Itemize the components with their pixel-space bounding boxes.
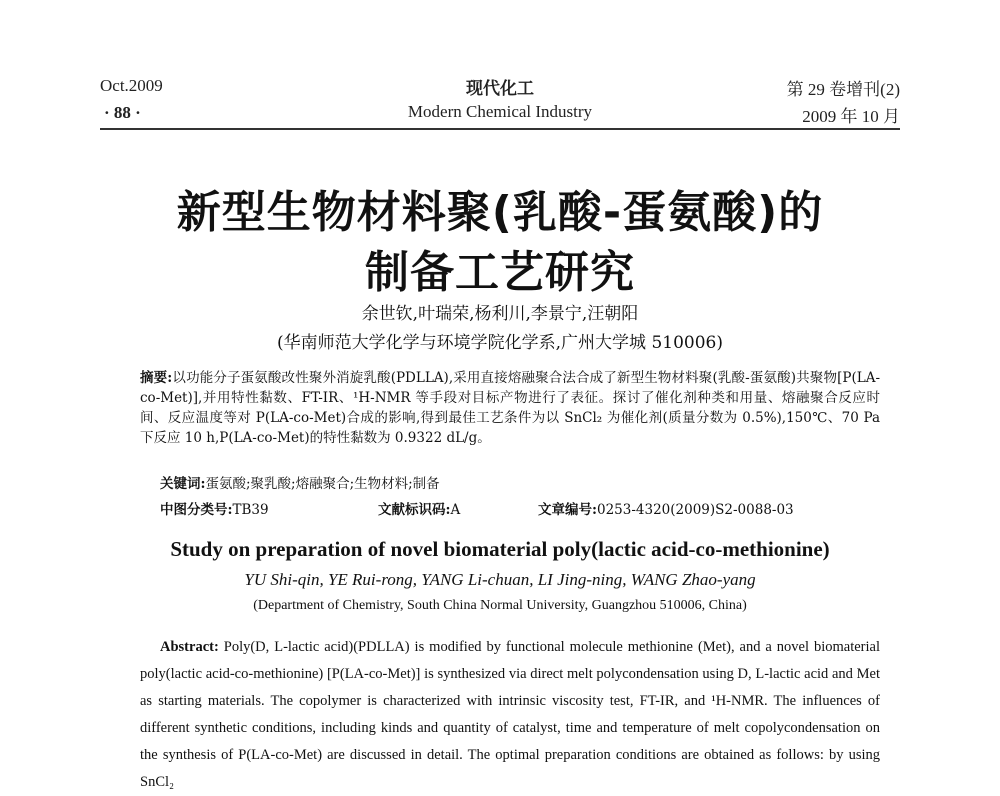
abstract-cn-text: 以功能分子蛋氨酸改性聚外消旋乳酸(PDLLA),采用直接熔融聚合法合成了新型生物材料聚(乳酸-蛋氨酸)共聚物[P(LA-co-Met)],并用特性黏数、FT-IR、¹H-NMR 等手段对目标产物进行了表征。探讨了催化剂种类和用量、熔融聚合反应时间、反应温度等对 P(LA-co-Met)合成的影响,得到最佳工艺条件为以 SnCl₂ 为催化剂(质量分数为 0.5%),150℃、70 Pa 下反应 10 h,P(LA-co-Met)的特性黏数为 0.9322 dL/g。 xyxy=(140,370,881,446)
journal-name-en: Modern Chemical Industry xyxy=(407,102,593,121)
affiliation-en: (Department of Chemistry, South China Normal University, Guangzhou 510006, China) xyxy=(253,598,747,613)
page-number: · 88 · xyxy=(104,103,141,122)
title-en: Study on preparation of novel biomaterial poly(lactic acid-co-methionine) xyxy=(170,537,830,561)
volume-label: 第 29 卷增刊(2) xyxy=(786,80,900,99)
abstract-en-label: Abstract: xyxy=(160,639,219,655)
authors-cn: 余世钦,叶瑞荣,杨利川,李景宁,汪朝阳 xyxy=(361,304,639,324)
abstract-cn xyxy=(140,368,880,448)
title-line-1: 新型生物材料聚(乳酸-蛋氨酸)的 xyxy=(176,187,824,238)
abstract-cn-label: 摘要: xyxy=(140,370,173,386)
abstract-en xyxy=(140,634,880,790)
article-number-label: 文章编号: xyxy=(538,502,597,518)
doc-code-label: 文献标识码: xyxy=(378,502,451,518)
keywords-cn-text: 蛋氨酸;聚乳酸;熔融聚合;生物材料;制备 xyxy=(205,476,440,492)
keywords-cn xyxy=(160,472,440,492)
title-line-2: 制备工艺研究 xyxy=(365,247,635,298)
issue-date: 2009 年 10 月 xyxy=(802,107,900,126)
journal-name-cn: 现代化工 xyxy=(466,79,534,98)
keywords-cn-label: 关键词: xyxy=(160,476,206,492)
doc-code xyxy=(378,498,460,518)
authors-en: YU Shi-qin, YE Rui-rong, YANG Li-chuan, LI Jing-ning, WANG Zhao-yang xyxy=(244,570,756,589)
clc-number xyxy=(160,498,269,518)
doc-code-value: A xyxy=(450,502,461,518)
header-date: Oct.2009 xyxy=(100,76,163,95)
header-rule xyxy=(100,128,900,130)
clc-value: TB39 xyxy=(232,502,269,518)
abstract-en-text: Poly(D, L-lactic acid)(PDLLA) is modified by functional molecule methionine (Met), and a novel biomaterial poly(lactic acid-co-methionine) [P(LA-co-Met)] is synthesized via direct melt polycondensation using D, L-lactic acid and Met as starting materials. The copolymer is characterized with intrinsic viscosity test, FT-IR, and ¹H-NMR. The influences of different synthetic conditions, including kinds and quantity of catalyst, time and temperature of melt copolycondensation on the synthesis of P(LA-co-Met) are discussed in detail. The optimal preparation conditions are obtained as follows: by using SnCl₂ xyxy=(140,639,880,790)
article-number-value: 0253-4320(2009)S2-0088-03 xyxy=(596,502,794,518)
affiliation-cn: (华南师范大学化学与环境学院化学系,广州大学城 510006) xyxy=(277,333,723,353)
article-number xyxy=(538,498,794,518)
clc-label: 中图分类号: xyxy=(160,502,233,518)
